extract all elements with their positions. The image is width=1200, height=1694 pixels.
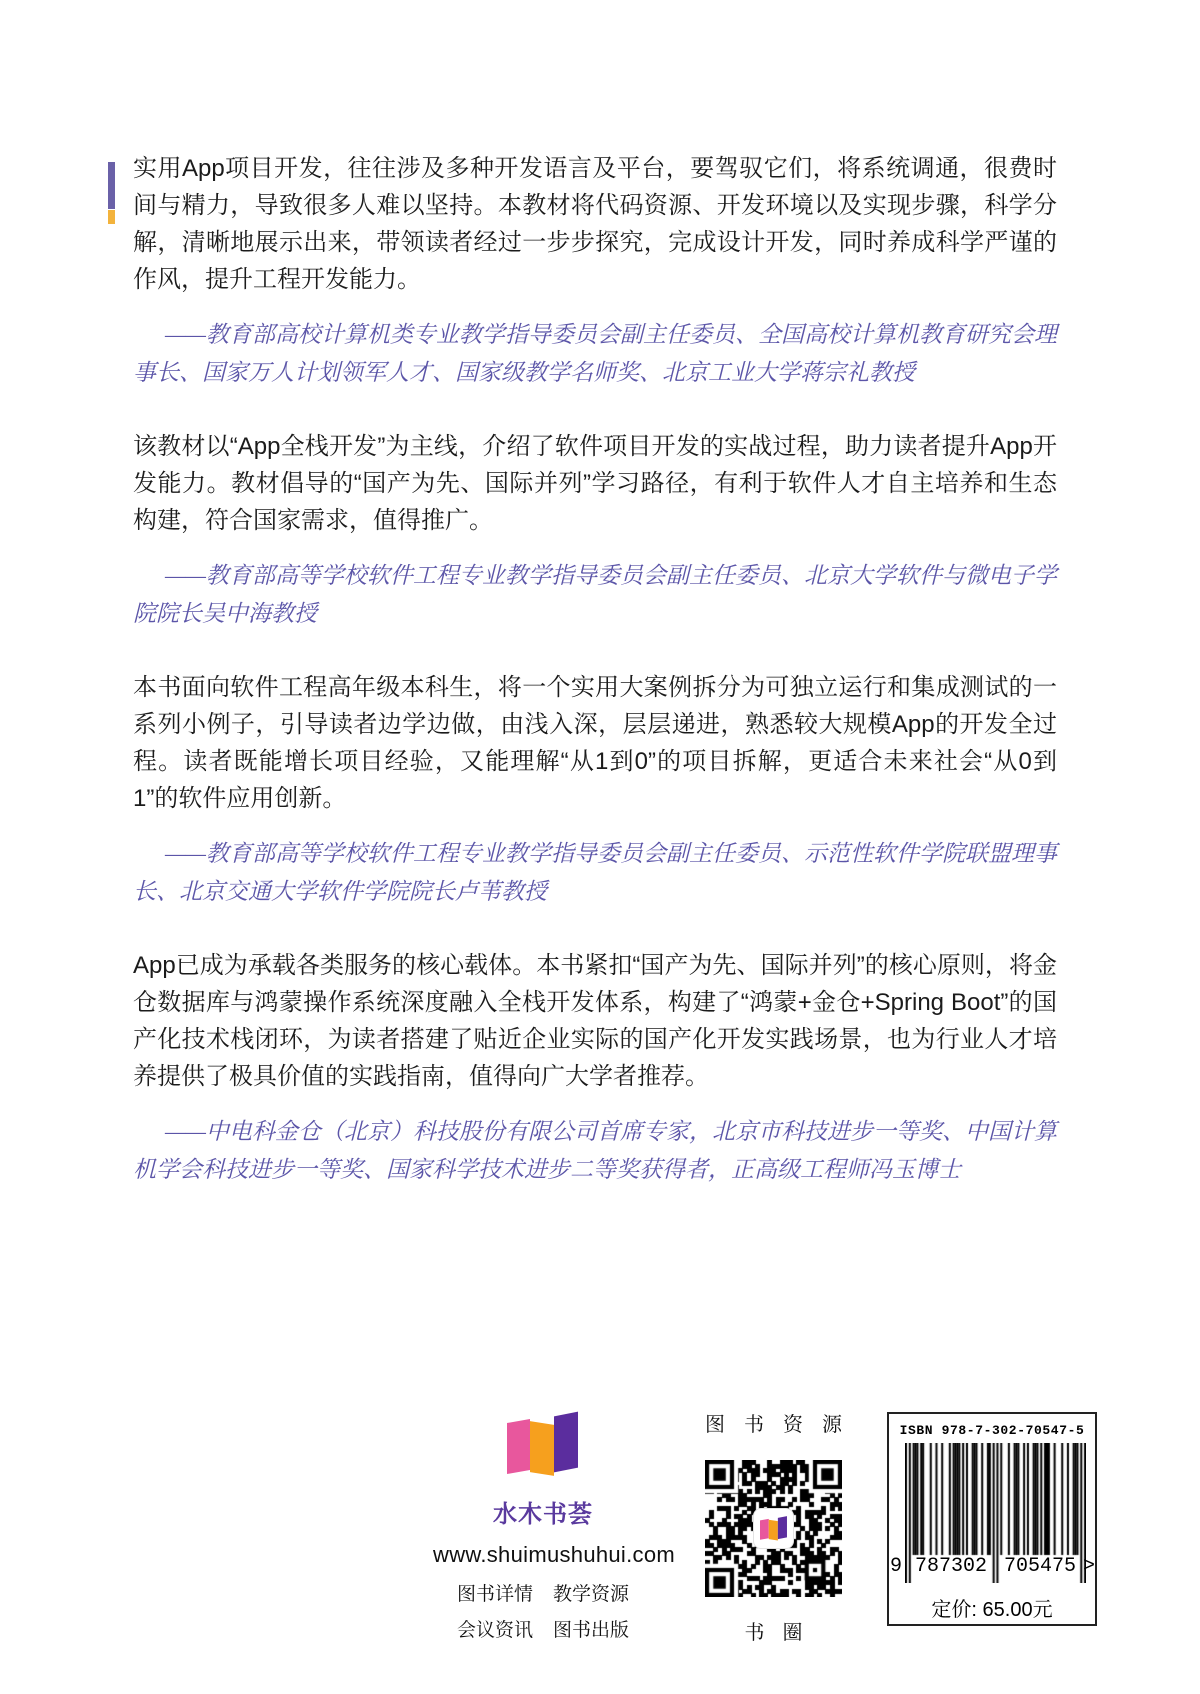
brand-name: 水木书荟 [493,1502,593,1528]
brand-link-label: 图书出版 [553,1620,630,1641]
endorsement-text: App已成为承载各类服务的核心载体。本书紧扣“国产为先、国际并列”的核心原则，将金仓数据库与鸿蒙操作系统深度融入全栈开发体系，构建了“鸿蒙+金仓+Spring Boot”的国产化技术栈闭环，为读者搭建了贴近企业实际的国产化开发实践场景，也为行业人才培养提供了极具价值的实践指南，值得向广大学者推荐。 [133,952,1057,1090]
qr-resource-block [705,1408,842,1645]
logo-orange-panel [530,1421,554,1476]
brand-link-label: 会议资讯 [456,1620,533,1641]
logo-pink-panel [507,1419,530,1474]
qr-label [705,1408,842,1437]
endorsement-text: 实用App项目开发，往往涉及多种开发语言及平台，要驾驭它们，将系统调通，很费时间与精力，导致很多人难以坚持。本教材将代码资源、开发环境以及实现步骤，科学分解，清晰地展示出来，带领读者经过一步步探究，完成设计开发，同时养成科学严谨的作风，提升工程开发能力。 [133,155,1057,293]
endorsement-text: 本书面向软件工程高年级本科生，将一个实用大案例拆分为可独立运行和集成测试的一系列小例子，引导读者边学边做，由浅入深，层层递进，熟悉较大规模App的开发全过程。读者既能增长项目经验，又能理解“从1到0”的项目拆解，更适合未来社会“从0到1”的软件应用创新。 [133,674,1057,812]
qr-caption-char: 书 [744,1622,765,1644]
publisher-brand-block [433,1414,675,1642]
brand-links-row [433,1579,653,1606]
isbn-number: ISBN 978-7-302-70547-5 [899,1423,1085,1438]
brand-website: www.shuimushuhui.com [433,1542,675,1567]
logo-pink-panel [760,1519,769,1540]
barcode-digit-group: 787302 [915,1555,988,1578]
accent-bar-purple-segment [108,162,115,209]
price-label: 定价: 65.00元 [931,1599,1053,1621]
trifold-book-logo-icon [507,1414,579,1478]
logo-purple-panel [554,1412,578,1473]
accent-bar-yellow-segment [108,210,115,224]
endorsement-text: 该教材以“App全栈开发”为主线，介绍了软件项目开发的实战过程，助力读者提升App开发能力。教材倡导的“国产为先、国际并列”学习路径，有利于软件人才自主培养和生态构建，符合国家需求，值得推广。 [133,433,1057,534]
qr-label-char: 图 [705,1414,725,1436]
brand-link-label: 教学资源 [553,1584,630,1605]
endorsement-attribution: ——教育部高校计算机类专业教学指导委员会副主任委员、全国高校计算机教育研究会理事长、国家万人计划领军人才、国家级教学名师奖、北京工业大学蒋宗礼教授 [133,322,1057,385]
trifold-book-logo-icon [760,1517,787,1541]
endorsement-attribution: ——教育部高等学校软件工程专业教学指导委员会副主任委员、示范性软件学院联盟理事长、北京交通大学软件学院院长卢苇教授 [133,841,1057,904]
endorsements-section [133,150,1057,1225]
isbn-barcode-box [887,1412,1097,1626]
brand-links-row [433,1615,653,1642]
qr-caption [705,1616,842,1645]
qr-label-char: 源 [822,1414,842,1436]
qr-code [705,1460,842,1597]
endorsement-attribution: ——教育部高等学校软件工程专业教学指导委员会副主任委员、北京大学软件与微电子学院院长吴中海教授 [133,563,1057,626]
qr-label-char: 书 [744,1414,764,1436]
logo-purple-panel [778,1516,787,1539]
endorsement-attribution: ——中电科金仓（北京）科技股份有限公司首席专家，北京市科技进步一等奖、中国计算机学会科技进步一等奖、国家科学技术进步二等奖获得者，正高级工程师冯玉博士 [133,1119,1057,1182]
barcode-digits [889,1555,1095,1583]
barcode-digit-lead: 9 [890,1555,903,1578]
qr-center-logo [754,1509,793,1548]
qr-caption-char: 圈 [782,1622,803,1644]
logo-orange-panel [769,1520,778,1541]
barcode-digit-group: 705475 [1004,1555,1077,1578]
brand-link-label: 图书详情 [456,1584,533,1605]
qr-label-char: 资 [783,1414,803,1436]
quote-accent-bar [108,162,115,224]
ean13-barcode [889,1443,1095,1585]
barcode-digit-tail: > [1082,1555,1095,1578]
